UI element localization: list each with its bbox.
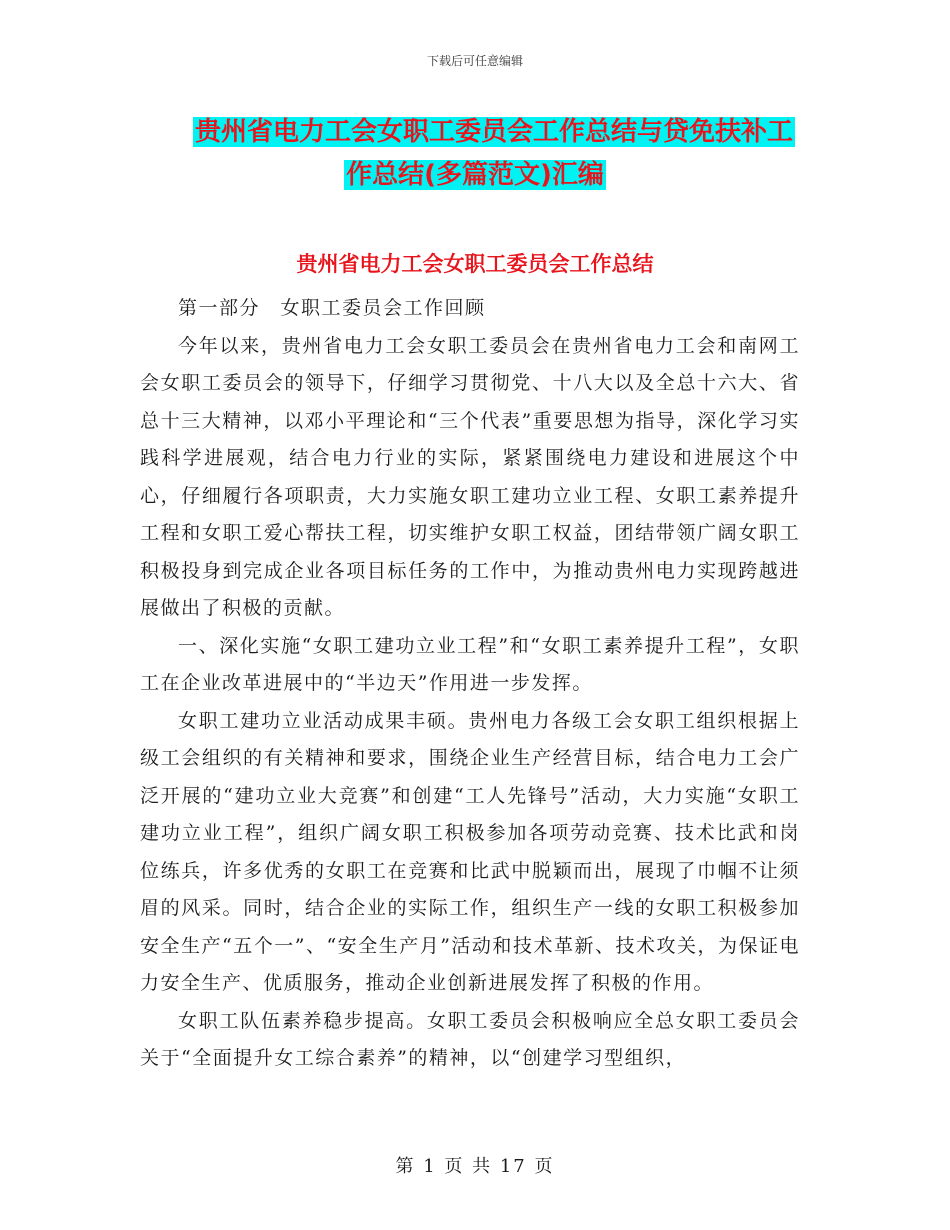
- body-paragraph: 今年以来，贵州省电力工会女职工委员会在贵州省电力工会和南网工会女职工委员会的领导下，仔细学习贯彻党、十八大以及全总十六大、省总十三大精神，以邓小平理论和“三个代表”重要思想为指导，深化学习实践科学进展观，结合电力行业的实际，紧紧围绕电力建设和进展这个中心，仔细履行各项职责，大力实施女职工建功立业工程、女职工素养提升工程和女职工爱心帮扶工程，切实维护女职工权益，团结带领广阔女职工积极投身到完成企业各项目标任务的工作中，为推动贵州电力实现跨越进展做出了积极的贡献。: [140, 334, 800, 619]
- body-paragraph: 女职工队伍素养稳步提高。女职工委员会积极响应全总女职工委员会关于“全面提升女工综合素养”的精神，以“创建学习型组织，: [140, 1009, 800, 1069]
- body-paragraph: 女职工建功立业活动成果丰硕。贵州电力各级工会女职工组织根据上级工会组织的有关精神和要求，围绕企业生产经营目标，结合电力工会广泛开展的“建功立业大竞赛”和创建“工人先锋号”活动，大力实施“女职工建功立业工程”，组织广阔女职工积极参加各项劳动竞赛、技术比武和岗位练兵，许多优秀的女职工在竞赛和比武中脱颖而出，展现了巾帼不让须眉的风采。同时，结合企业的实际工作，组织生产一线的女职工积极参加安全生产“五个一”、“安全生产月”活动和技术革新、技术攻关，为保证电力安全生产、优质服务，推动企业创新进展发挥了积极的作用。: [140, 709, 800, 994]
- document-title-line-1: [19, 110, 950, 154]
- document-title-line-2: [0, 153, 950, 197]
- page-footer: 第 1 页 共 17 页: [395, 1156, 555, 1177]
- body-paragraph: 一、深化实施“女职工建功立业工程”和“女职工素养提升工程”，女职工在企业改革进展中的“半边天”作用进一步发挥。: [140, 634, 800, 694]
- document-title-text-1: 贵州省电力工会女职工委员会工作总结与贷免扶补工: [194, 117, 793, 147]
- part-heading: 第一部分 女职工委员会工作回顾: [178, 297, 486, 319]
- document-body: [140, 290, 800, 1078]
- document-title-text-2: 作总结(多篇范文)汇编: [346, 160, 604, 190]
- page-header-note: 下载后可任意编辑: [426, 54, 523, 68]
- section-title: 贵州省电力工会女职工委员会工作总结: [296, 252, 654, 276]
